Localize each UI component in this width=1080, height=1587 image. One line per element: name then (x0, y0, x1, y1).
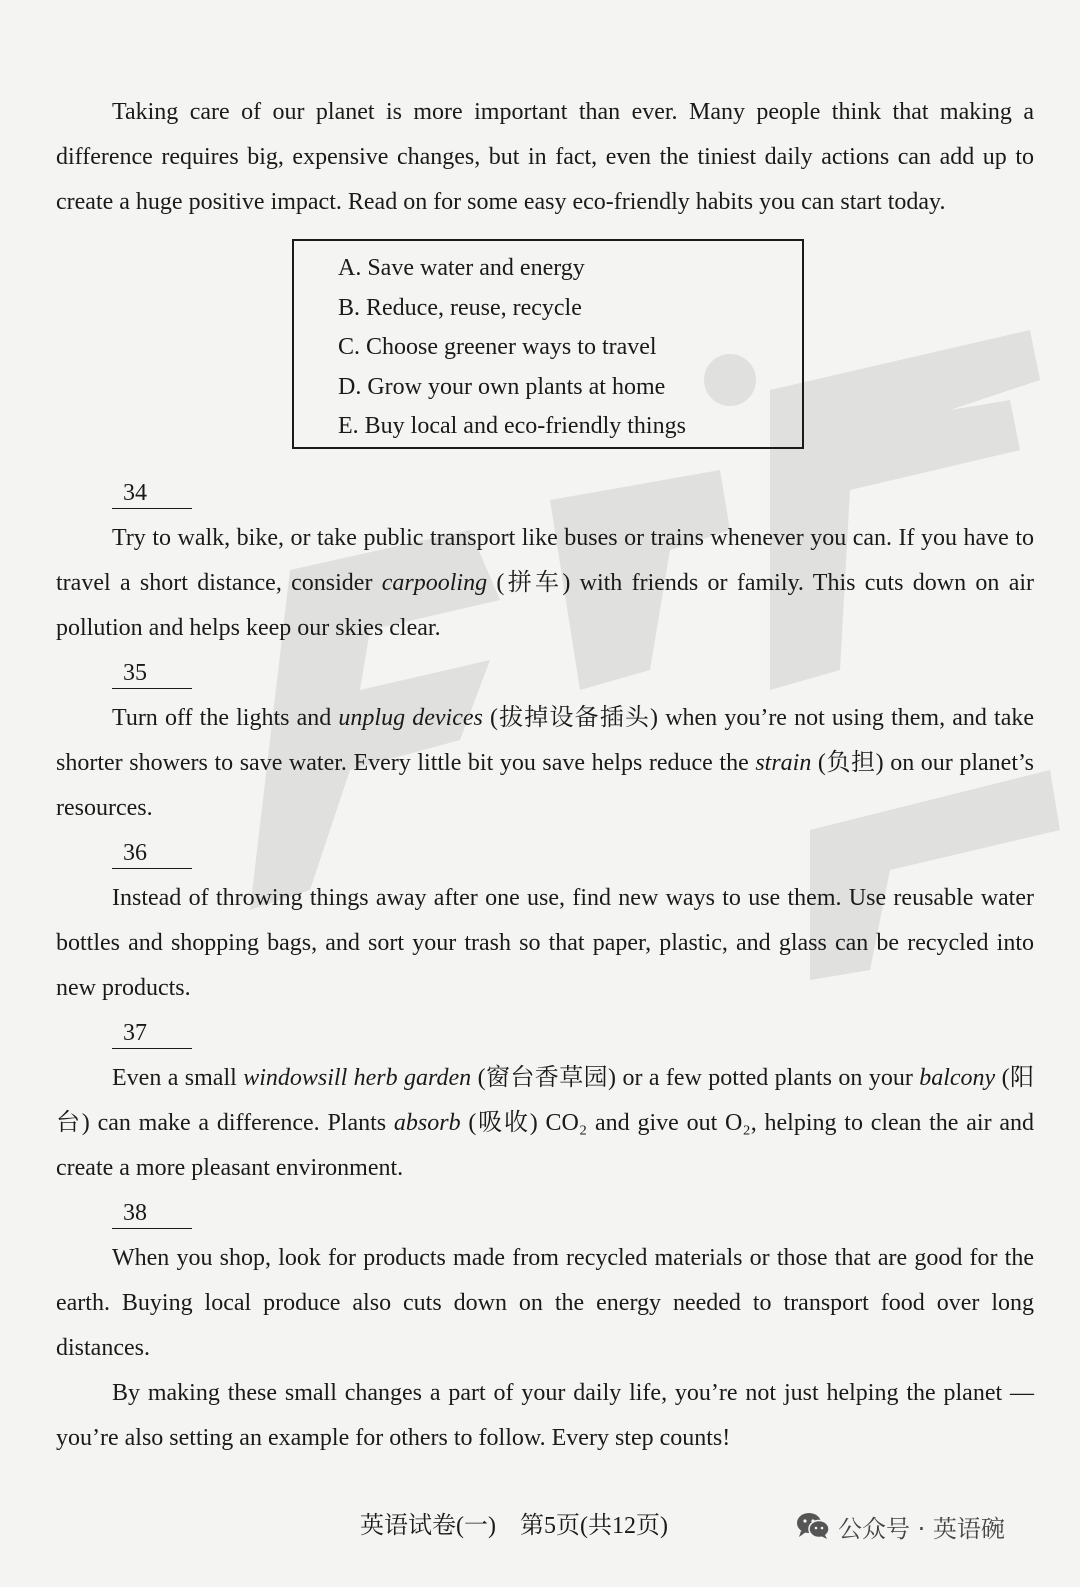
gloss-balcony: (阳台) (56, 1065, 1035, 1136)
wechat-brand[interactable] (796, 1506, 1005, 1546)
term-strain: strain (755, 750, 812, 776)
brand-label: 公众号 · 英语碗 (838, 1514, 1005, 1543)
paragraph-35: Turn off the lights and unplug devices (拔掉设备插头) when you’re not using them, and take shorter showers to save water. Every little bit you save helps reduce the strain (负担) on our planet’s resources. (56, 705, 1034, 821)
blank-number: 37 (123, 1020, 147, 1046)
blank-37[interactable] (112, 1011, 192, 1056)
conclusion-paragraph: By making these small changes a part of your daily life, you’re not just helping the planet — you’re also setting an example for others to follow. Every step counts! (56, 1380, 1034, 1451)
blank-35[interactable] (112, 651, 192, 696)
term-carpooling: carpooling (381, 570, 488, 596)
blank-number: 34 (123, 480, 147, 506)
blank-38[interactable] (112, 1191, 192, 1236)
blank-number: 35 (123, 660, 147, 686)
intro-paragraph: Taking care of our planet is more important than ever. Many people think that making a difference requires big, expensive changes, but in fact, even the tiniest daily actions can add up to create a huge positive impact. Read on for some easy eco-friendly habits you can start today. (56, 99, 1034, 215)
term-absorb: absorb (393, 1110, 461, 1136)
gloss-absorb: (吸收) (468, 1110, 538, 1136)
blank-34[interactable] (112, 471, 192, 516)
paragraph-38: When you shop, look for products made from recycled materials or those that are good for the earth. Buying local produce also cuts down on the energy needed to transport food over long distances. (56, 1245, 1034, 1361)
blank-number: 36 (123, 840, 147, 866)
exam-page (56, 90, 1034, 1461)
option-b: B. Reduce, reuse, recycle (338, 294, 582, 321)
footer-page-title: 英语试卷(一) 第5页(共12页) (360, 1513, 668, 1539)
option-d: D. Grow your own plants at home (338, 373, 666, 400)
blank-36[interactable] (112, 831, 192, 876)
option-a: A. Save water and energy (338, 255, 585, 281)
term-windowsill-herb-garden: windowsill herb garden (243, 1065, 472, 1091)
option-c: C. Choose greener ways to travel (338, 334, 657, 360)
paragraph-34: Try to walk, bike, or take public transport like buses or trains whenever you can. If you have to travel a short distance, consider carpooling (拼车) with friends or family. This cuts down on air pollution and helps keep our skies clear. (56, 525, 1035, 641)
paragraph-36: Instead of throwing things away after one use, find new ways to use them. Use reusable water bottles and shopping bags, and sort your trash so that paper, plastic, and glass can be recycled into new products. (56, 885, 1034, 1001)
page-footer (0, 1506, 1080, 1546)
option-e: E. Buy local and eco-friendly things (338, 413, 686, 439)
options-box (292, 239, 804, 449)
wechat-icon (796, 1512, 830, 1540)
blank-number: 38 (123, 1200, 147, 1226)
gloss-strain: (负担) (817, 750, 884, 776)
gloss-windowsill-herb-garden: (窗台香草园) (477, 1065, 617, 1091)
paragraph-37: Even a small windowsill herb garden (窗台香草园) or a few potted plants on your balcony (阳台) can make a difference. Plants absorb (吸收) CO₂ and give out O₂, helping to clean the air and create a more pleasant environment. (56, 1065, 1035, 1181)
term-unplug-devices: unplug devices (338, 705, 483, 731)
gloss-carpooling: (拼车) (496, 570, 571, 596)
gloss-unplug-devices: (拔掉设备插头) (490, 705, 659, 731)
term-balcony: balcony (919, 1065, 996, 1091)
